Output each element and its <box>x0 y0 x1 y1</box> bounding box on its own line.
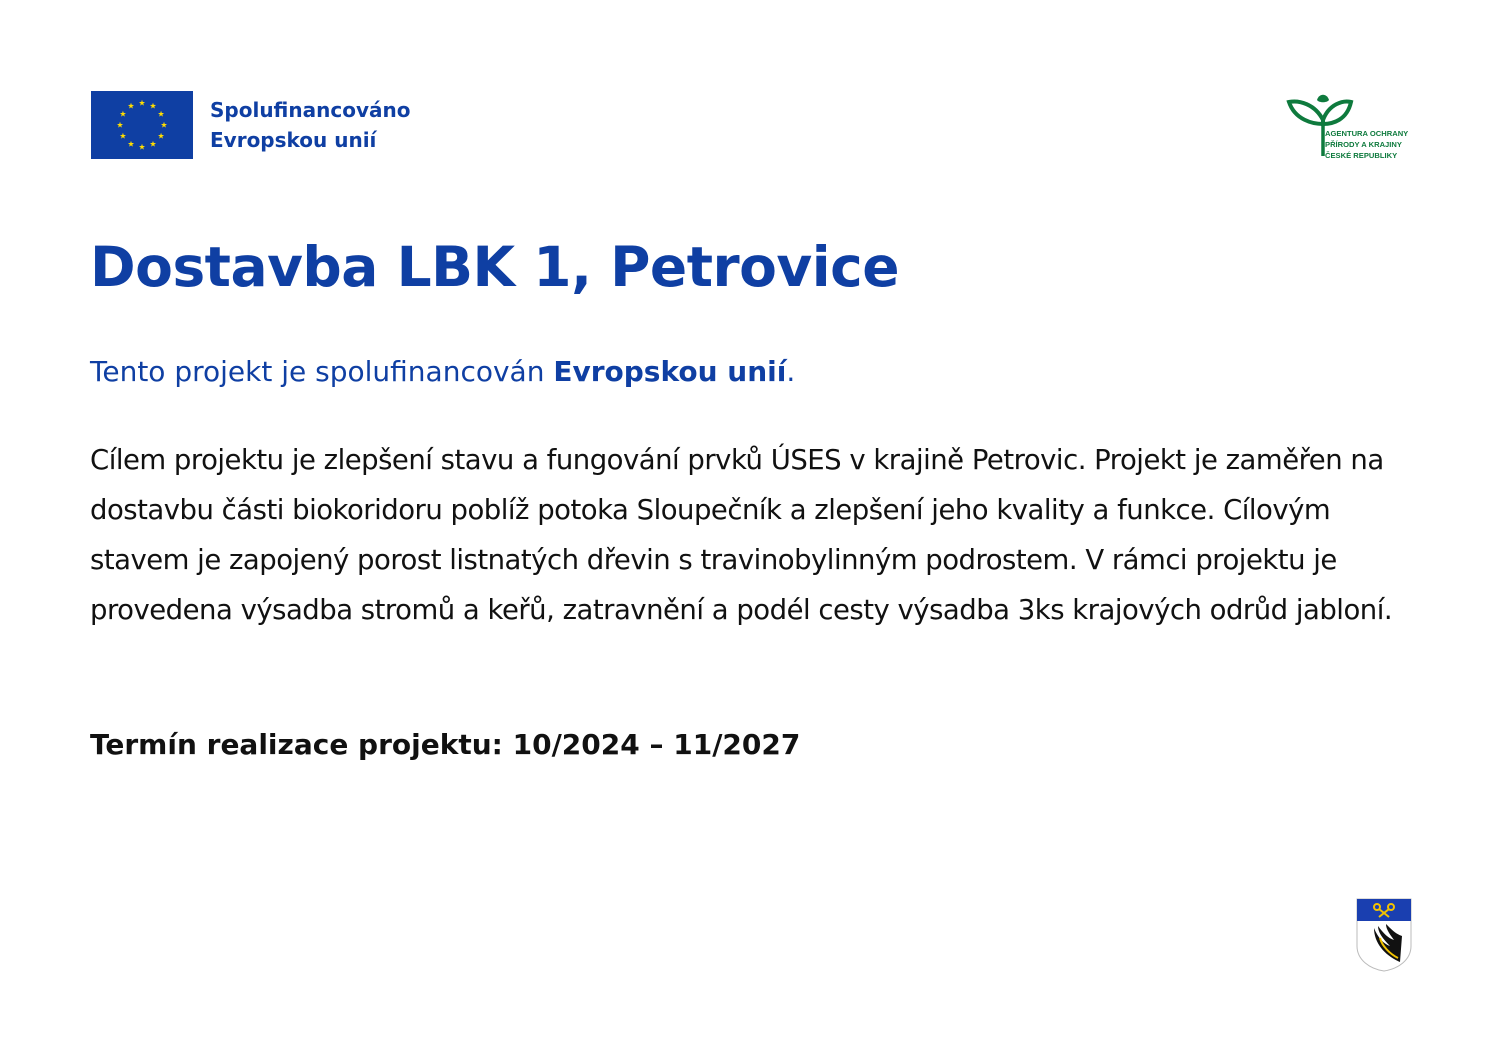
agency-name-line-2: PŘÍRODY A KRAJINY <box>1325 140 1402 149</box>
funding-statement <box>90 352 795 392</box>
agency-name-line-3: ČESKÉ REPUBLIKY <box>1325 151 1398 160</box>
agency-name <box>1325 128 1408 161</box>
funding-statement-bold: Evropskou unií <box>553 355 787 388</box>
project-term: Termín realizace projektu: 10/2024 – 11/2027 <box>90 728 801 761</box>
funding-statement-prefix: Tento projekt je spolufinancován <box>90 355 554 388</box>
eu-text-line-2: Evropskou unií <box>210 128 377 152</box>
municipal-coat-of-arms-icon <box>1356 898 1412 972</box>
eu-cofinancing-text <box>210 95 410 155</box>
project-description: Cílem projektu je zlepšení stavu a fungování prvků ÚSES v krajině Petrovic. Projekt je zaměřen na dostavbu části biokoridoru poblíž potoka Sloupečník a zlepšení jeho kvality a funkce. Cílovým stavem je zapojený porost listnatých dřevin s travinobylinným podrostem. V rámci projektu je provedena výsadba stromů a keřů, zatravnění a podél cesty výsadba 3ks krajových odrůd jabloní. <box>90 444 1393 626</box>
eu-cofinancing-logo <box>91 91 410 159</box>
funding-statement-suffix: . <box>786 355 796 388</box>
eu-text-line-1: Spolufinancováno <box>210 98 411 122</box>
page-title: Dostavba LBK 1, Petrovice <box>90 235 900 299</box>
agency-logo <box>1285 90 1415 162</box>
eu-flag-icon <box>91 91 193 159</box>
agency-name-line-1: AGENTURA OCHRANY <box>1325 129 1409 138</box>
